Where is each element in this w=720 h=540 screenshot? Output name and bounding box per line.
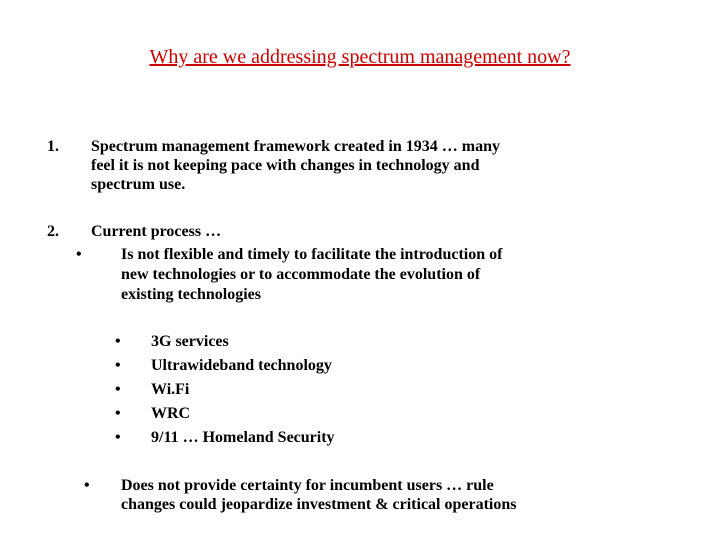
subbullet-marker: •: [115, 429, 121, 446]
bullet-marker: •: [84, 477, 90, 494]
subbullet-item: WRC: [151, 405, 191, 422]
bullet-a-line-1: Is not flexible and timely to facilitate the introduction of: [121, 246, 503, 263]
bullet-a-line-2: new technologies or to accommodate the evolution of: [121, 266, 481, 283]
bullet-b-line-2: changes could jeopardize investment & critical operations: [121, 496, 517, 513]
subbullet-item: Ultrawideband technology: [151, 357, 332, 374]
page-title: Why are we addressing spectrum management now?: [149, 46, 571, 68]
item-2-heading: Current process …: [91, 223, 222, 240]
bullet-a-line-3: existing technologies: [121, 286, 261, 303]
subbullet-marker: •: [115, 405, 121, 422]
item-2-number: 2.: [47, 223, 59, 240]
item-1-line-2: feel it is not keeping pace with changes in technology and: [91, 157, 480, 174]
subbullet-marker: •: [115, 357, 121, 374]
subbullet-item: Wi.Fi: [151, 381, 190, 398]
bullet-marker: •: [76, 246, 82, 263]
subbullet-marker: •: [115, 333, 121, 350]
item-1-line-1: Spectrum management framework created in 1934 … many: [91, 138, 500, 155]
bullet-b-line-1: Does not provide certainty for incumbent users … rule: [121, 477, 494, 494]
subbullet-item: 9/11 … Homeland Security: [151, 429, 335, 446]
subbullet-marker: •: [115, 381, 121, 398]
item-1-number: 1.: [47, 138, 59, 155]
item-1-line-3: spectrum use.: [91, 176, 186, 193]
subbullet-item: 3G services: [151, 333, 229, 350]
